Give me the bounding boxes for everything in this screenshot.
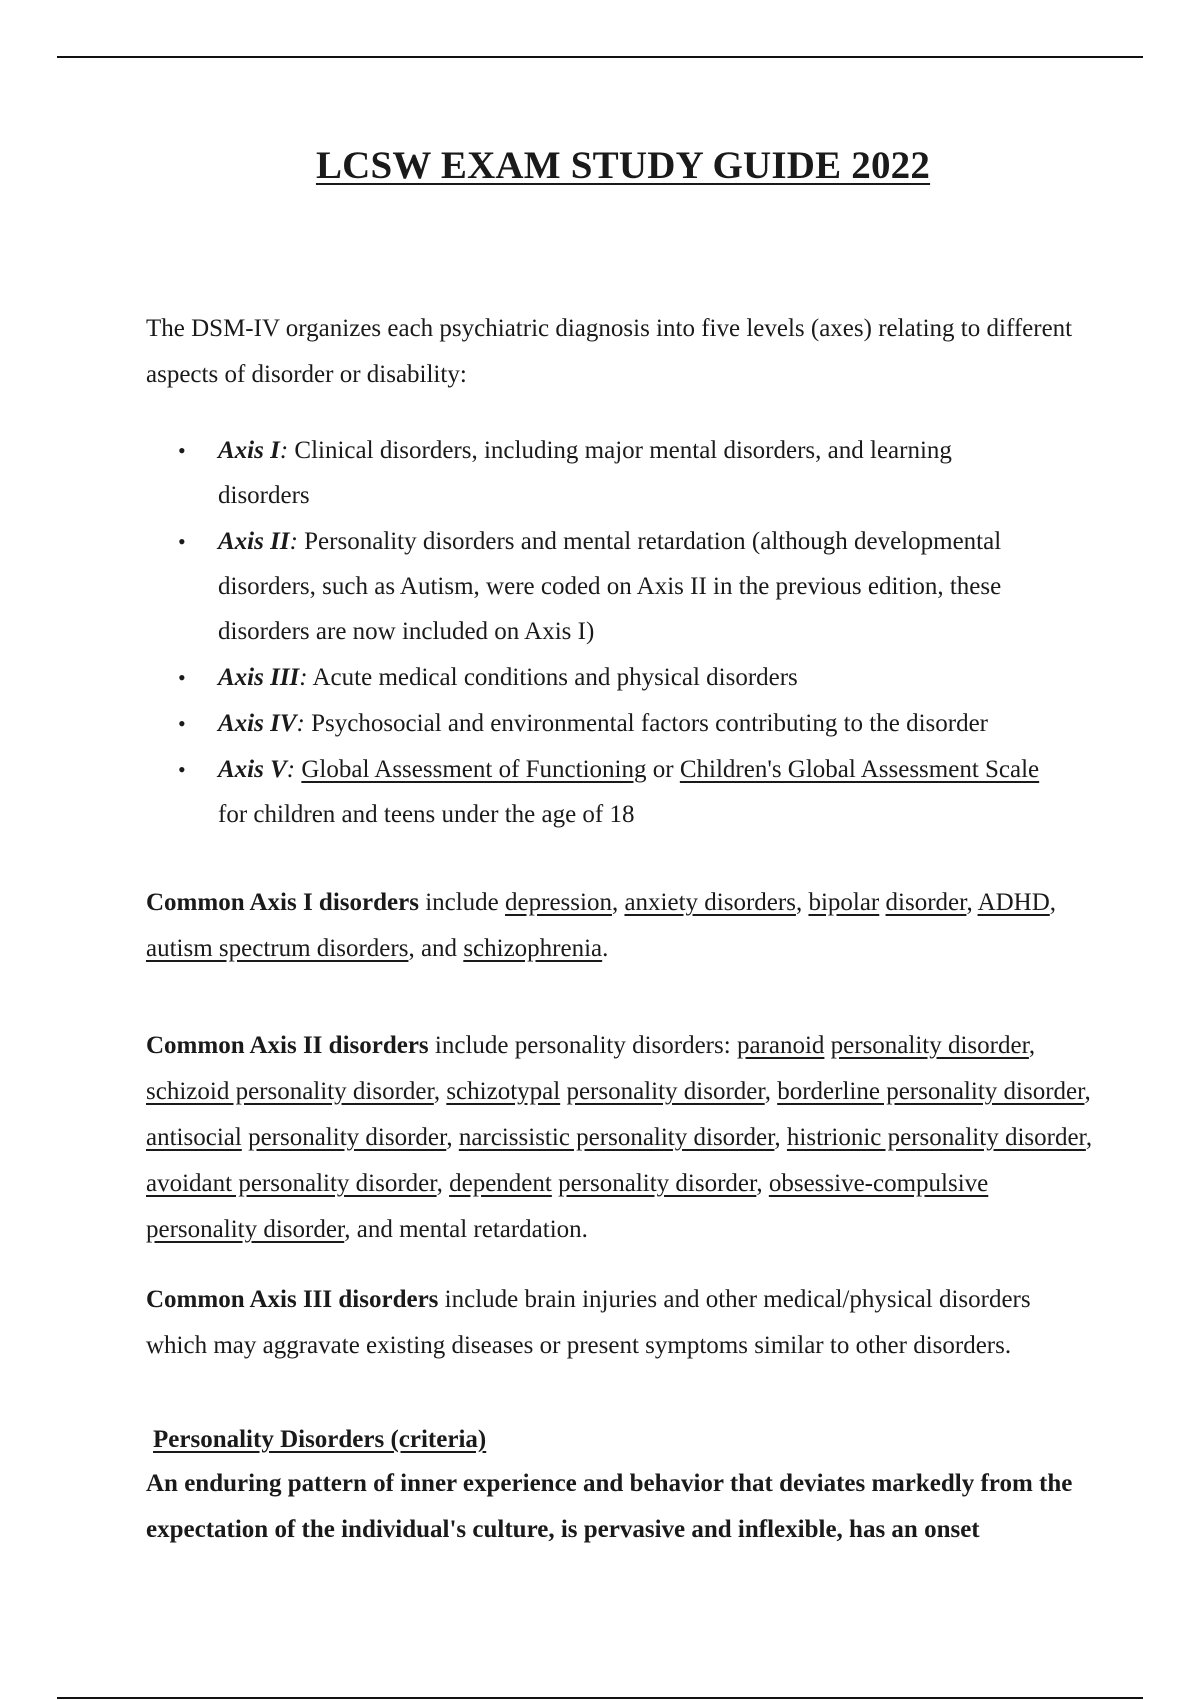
section-heading: Personality Disorders (criteria)	[153, 1426, 487, 1453]
axis-description: Psychosocial and environmental factors contributing to the disorder	[311, 710, 989, 737]
schizotypal-link[interactable]: schizotypal	[446, 1078, 561, 1105]
axis3-paragraph: Common Axis III disorders include brain injuries and other medical/physical disorders which may aggravate existing diseases or present symptoms similar to other disorders.	[146, 1286, 1031, 1359]
top-rule	[57, 56, 1143, 58]
personality-disorder-link[interactable]: personality disorder	[566, 1078, 765, 1105]
axis-description: Personality disorders and mental retardation (although developmental disorders, such as Autism, were coded on Axis II in the previous edition, these disorders are now included on Axis I)	[218, 528, 1002, 645]
list-item: • Axis II: Personality disorders and mental retardation (although developmental disorders, such as Autism, were coded on Axis II in the previous edition, these disorders are now included on Axis I)	[146, 519, 1046, 654]
bottom-rule	[57, 1697, 1143, 1699]
axis3-lead: Common Axis III disorders	[146, 1286, 439, 1313]
borderline-link[interactable]: borderline personality disorder	[777, 1078, 1085, 1105]
axis2-lead: Common Axis II disorders	[146, 1032, 429, 1059]
bullet-icon: •	[178, 438, 186, 463]
axis-label: Axis IV	[218, 710, 297, 737]
adhd-link[interactable]: ADHD	[977, 889, 1050, 916]
ocpd-link[interactable]: obsessive-compulsive personality disorder	[146, 1170, 989, 1243]
cgas-link[interactable]: Children's Global Assessment Scale	[679, 756, 1040, 783]
list-item: • Axis I: Clinical disorders, including major mental disorders, and learning disorders	[146, 428, 1046, 518]
depression-link[interactable]: depression	[505, 889, 612, 916]
list-item: • Axis IV: Psychosocial and environmental factors contributing to the disorder	[146, 701, 1046, 746]
intro-paragraph: The DSM-IV organizes each psychiatric diagnosis into five levels (axes) relating to different aspects of disorder or disability:	[146, 315, 1073, 388]
schizoid-link[interactable]: schizoid personality disorder	[146, 1078, 434, 1105]
axis-label: Axis III	[218, 664, 300, 691]
axis-description: Clinical disorders, including major mental disorders, and learning disorders	[218, 437, 952, 509]
list-item: • Axis V: Global Assessment of Functioning or Children's Global Assessment Scale for children and teens under the age of 18	[146, 747, 1046, 837]
criteria-paragraph: An enduring pattern of inner experience and behavior that deviates markedly from the expectation of the individual's culture, is pervasive and inflexible, has an onset	[146, 1470, 1073, 1543]
axis1-lead: Common Axis I disorders	[146, 889, 419, 916]
axis-label: Axis I	[218, 437, 280, 464]
personality-disorder-link[interactable]: personality disorder	[830, 1032, 1029, 1059]
bullet-icon: •	[178, 711, 186, 736]
axis-label: Axis V	[218, 756, 287, 783]
gaf-link[interactable]: Global Assessment of Functioning	[301, 756, 647, 783]
personality-disorder-link[interactable]: personality disorder	[558, 1170, 757, 1197]
bipolar-link[interactable]: bipolar	[808, 889, 880, 916]
axis-label: Axis II	[218, 528, 290, 555]
axis-list	[146, 428, 1046, 838]
paranoid-link[interactable]: paranoid	[736, 1032, 825, 1059]
axis1-paragraph: Common Axis I disorders include depression, anxiety disorders, bipolar disorder, ADHD, autism spectrum disorders, and schizophrenia.	[146, 889, 1057, 962]
antisocial-link[interactable]: antisocial	[146, 1124, 242, 1151]
bullet-icon: •	[178, 665, 186, 690]
schizophrenia-link[interactable]: schizophrenia	[463, 935, 603, 962]
axis-description: Acute medical conditions and physical disorders	[312, 664, 798, 691]
axis2-paragraph: Common Axis II disorders include personality disorders: paranoid personality disorder, schizoid personality disorder, schizotypal personality disorder, borderline personality disorder, antisocial personality disorder, narcissistic personality disorder, histrionic personality disorder, avoidant personality disorder, dependent personality disorder, obsessive-compulsive personality disorder, and mental retardation.	[146, 1032, 1093, 1243]
disorder-link[interactable]: disorder	[885, 889, 967, 916]
autism-link[interactable]: autism spectrum disorders	[146, 935, 409, 962]
anxiety-disorders-link[interactable]: anxiety disorders	[624, 889, 796, 916]
personality-disorder-link[interactable]: personality disorder	[248, 1124, 447, 1151]
bullet-icon: •	[178, 757, 186, 782]
bullet-icon: •	[178, 529, 186, 554]
narcissistic-link[interactable]: narcissistic personality disorder	[458, 1124, 775, 1151]
avoidant-link[interactable]: avoidant personality disorder	[146, 1170, 437, 1197]
histrionic-link[interactable]: histrionic personality disorder	[786, 1124, 1086, 1151]
list-item: • Axis III: Acute medical conditions and physical disorders	[146, 655, 1046, 700]
dependent-link[interactable]: dependent	[449, 1170, 552, 1197]
page-title: LCSW EXAM STUDY GUIDE 2022	[315, 144, 931, 187]
